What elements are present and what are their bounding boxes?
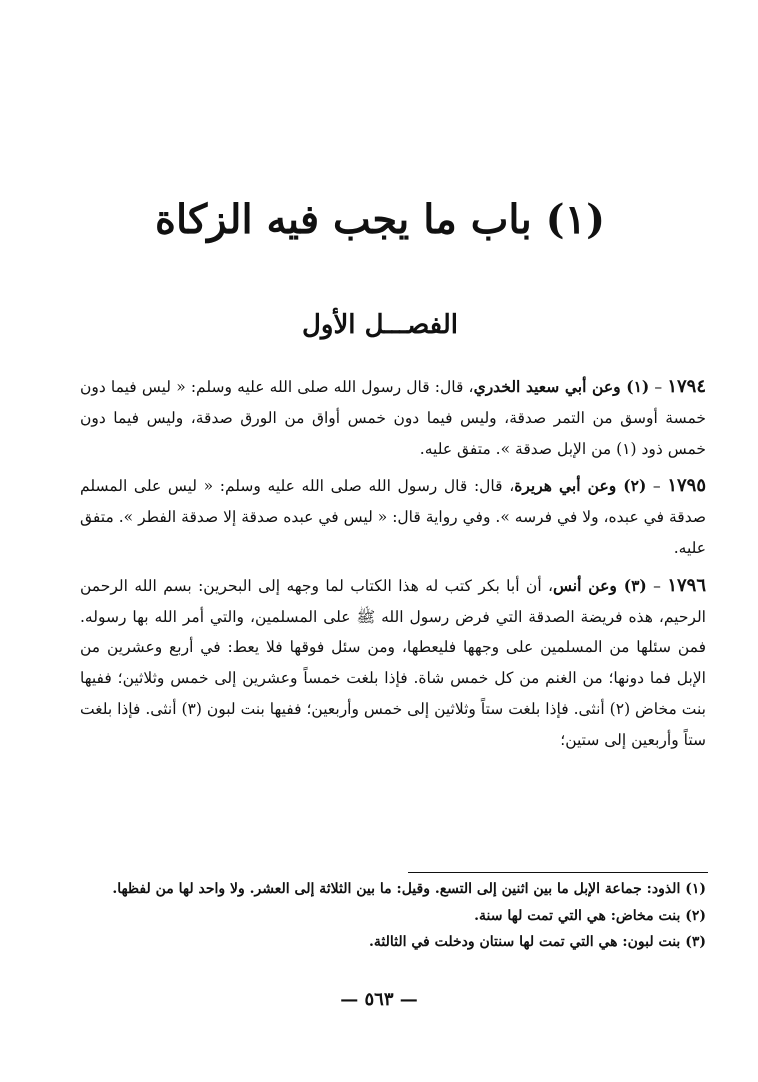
hadith-number: ١٧٩٥ bbox=[667, 475, 706, 497]
hadith-number: ١٧٩٤ bbox=[667, 376, 706, 397]
hadith-body bbox=[80, 372, 706, 756]
footnote: (٣) بنت لبون: هي التي تمت لها سنتان ودخلت في الثالثة. bbox=[368, 934, 706, 950]
hadith-text: ، أن أبا بكر كتب له هذا الكتاب لما وجهه إلى البحرين: بسم الله الرحمن الرحيم، هذه فريضة الصدقة التي فرض رسول الله ﷺ على المسلمين، والتي أمر الله بها رسوله. فمن سئلها من المسلمين على وجهها فليعطها، ومن سئل فوقها فلا يعط: في أربع وعشرين من الإبل فما دونها؛ من الغنم من كل خمس شاة. فإذا بلغت خمساً وعشرين إلى خمس وثلاثين؛ ففيها بنت مخاض (٢) أنثى. فإذا بلغت ستاً وثلاثين إلى خمس وأربعين؛ ففيها بنت لبون (٣) أنثى. فإذا بلغت ستاً وأربعين إلى ستين؛ bbox=[80, 576, 706, 749]
hadith-1794: ١٧٩٤ – (١) وعن أبي سعيد الخدري، قال: قال رسول الله صلى الله عليه وسلم: « ليس فيما دون خمسة أوسق من التمر صدقة، وليس فيما دون خمس أواق من الورق صدقة، وليس فيما دون خمس ذود (١) من الإبل صدقة ». متفق عليه. bbox=[80, 376, 706, 458]
hadith-text: ، قال: قال رسول الله صلى الله عليه وسلم: « ليس فيما دون خمسة أوسق من التمر صدقة، وليس فيما دون خمس أواق من الورق صدقة، وليس فيما دون خمس ذود (١) من الإبل صدقة ». متفق عليه. bbox=[80, 378, 706, 458]
hadith-narrator: (٢) وعن أبي هريرة bbox=[514, 476, 647, 496]
hadith-narrator: (٣) وعن أنس bbox=[553, 575, 647, 595]
hadith-narrator: (١) وعن أبي سعيد الخدري bbox=[473, 377, 650, 396]
footnote: (١) الذود: جماعة الإبل ما بين اثنين إلى التسع. وقيل: ما بين الثلاثة إلى العشر. ولا واحد لها من لفظها. bbox=[112, 881, 706, 897]
chapter-title: (١) باب ما يجب فيه الزكاة bbox=[155, 196, 605, 243]
hadith-1796: ١٧٩٦ – (٣) وعن أنس، أن أبا بكر كتب له هذا الكتاب لما وجهه إلى البحرين: بسم الله الرحمن الرحيم، هذه فريضة الصدقة التي فرض رسول الله ﷺ على المسلمين، والتي أمر الله بها رسوله. فمن سئلها من المسلمين على وجهها فليعطها، ومن سئل فوقها فلا يعط: في أربع وعشرين من الإبل فما دونها؛ من الغنم من كل خمس شاة. فإذا بلغت خمساً وعشرين إلى خمس وثلاثين؛ ففيها بنت مخاض (٢) أنثى. فإذا بلغت ستاً وثلاثين إلى خمس وأربعين؛ ففيها بنت لبون (٣) أنثى. فإذا بلغت ستاً وأربعين إلى ستين؛ bbox=[80, 574, 706, 749]
hadith-number: ١٧٩٦ bbox=[667, 574, 706, 596]
footnote: (٢) بنت مخاض: هي التي تمت لها سنة. bbox=[474, 907, 706, 924]
footnotes bbox=[68, 876, 706, 956]
footnote-divider bbox=[408, 872, 708, 873]
hadith-1795: ١٧٩٥ – (٢) وعن أبي هريرة، قال: قال رسول الله صلى الله عليه وسلم: « ليس على المسلم صدقة في عبده، ولا في فرسه ». وفي رواية قال: « ليس في عبده صدقة إلا صدقة الفطر ». متفق عليه. bbox=[80, 475, 706, 557]
page-number: — ٥٦٣ — bbox=[340, 989, 418, 1010]
section-title: الفصـــل الأول bbox=[302, 310, 458, 340]
hadith-text: ، قال: قال رسول الله صلى الله عليه وسلم: « ليس على المسلم صدقة في عبده، ولا في فرسه ». وفي رواية قال: « ليس في عبده صدقة إلا صدقة الفطر ». متفق عليه. bbox=[80, 477, 706, 557]
